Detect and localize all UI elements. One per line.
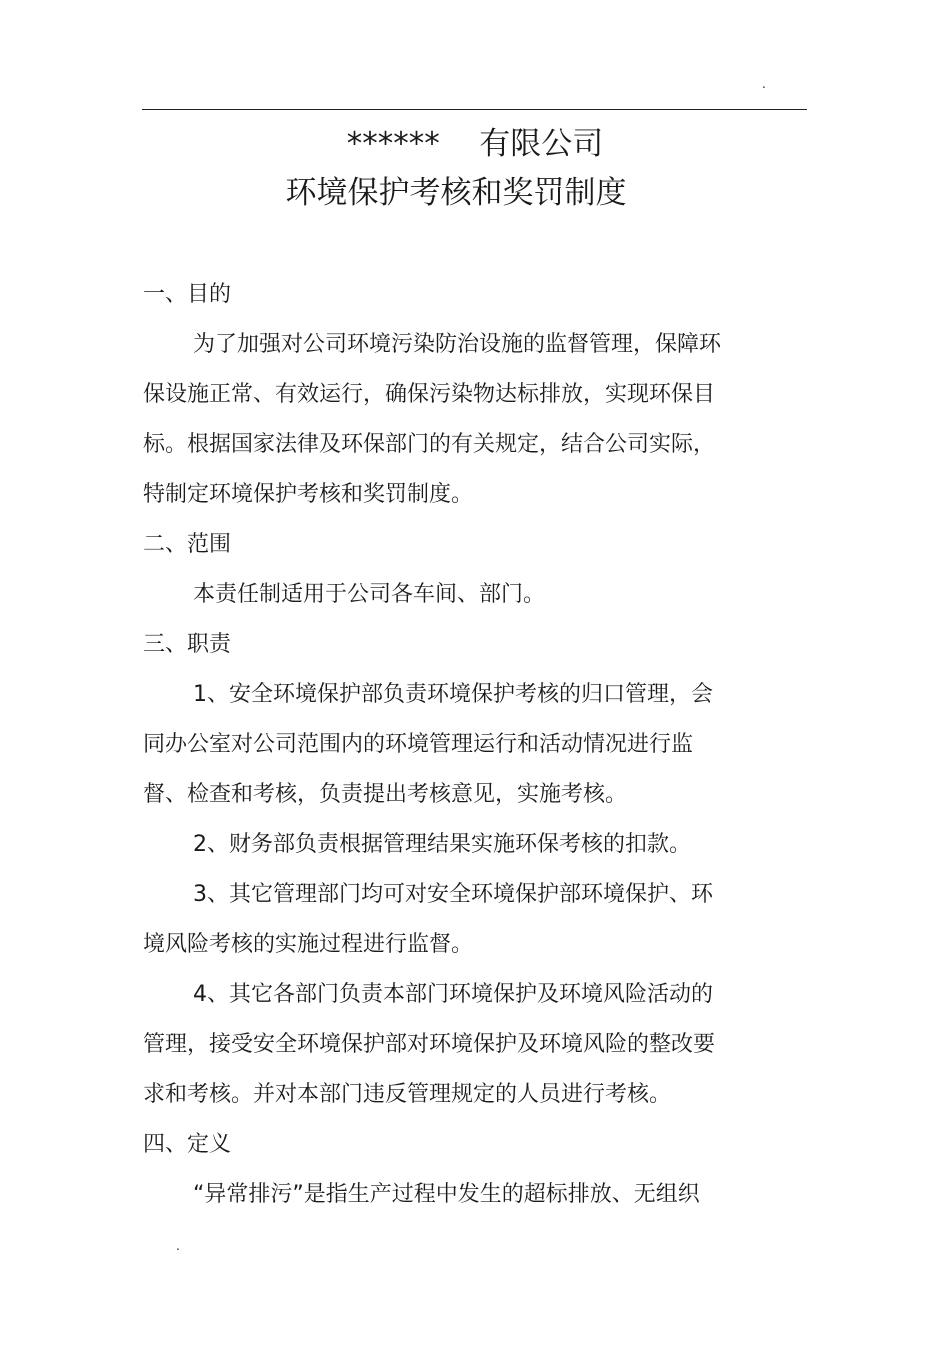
footer-corner-mark: .	[176, 1239, 180, 1253]
paragraph-line: 2、财务部负责根据管理结果实施环保考核的扣款。	[193, 832, 691, 857]
document-body	[143, 270, 763, 1220]
paragraph-line: 为了加强对公司环境污染防治设施的监督管理，保障环	[193, 332, 722, 357]
section-heading-scope: 二、范围	[143, 532, 232, 557]
paragraph-line: 4、其它各部门负责本部门环境保护及环境风险活动的	[193, 982, 713, 1007]
paragraph-line: 保设施正常、有效运行，确保污染物达标排放，实现环保目	[143, 382, 716, 407]
company-name-title: ****** 有限公司	[346, 126, 604, 162]
paragraph-line: 境风险考核的实施过程进行监督。	[143, 932, 474, 957]
section-heading-purpose: 一、目的	[143, 282, 232, 307]
section-heading-duties: 三、职责	[143, 632, 232, 657]
paragraph-line: 本责任制适用于公司各车间、部门。	[193, 582, 546, 607]
paragraph-line: 同办公室对公司范围内的环境管理运行和活动情况进行监	[143, 732, 694, 757]
paragraph-line: 标。根据国家法律及环保部门的有关规定，结合公司实际，	[143, 432, 716, 457]
section-heading-definitions: 四、定义	[143, 1132, 232, 1157]
paragraph-line: 3、其它管理部门均可对安全环境保护部环境保护、环	[193, 882, 713, 907]
paragraph-line: 特制定环境保护考核和奖罚制度。	[143, 482, 474, 507]
paragraph-line: 1、安全环境保护部负责环境保护考核的归口管理，会	[193, 682, 713, 707]
document-title: 环境保护考核和奖罚制度	[285, 175, 627, 211]
paragraph-line: “异常排污”是指生产过程中发生的超标排放、无组织	[193, 1182, 700, 1207]
header-corner-mark: .	[762, 77, 766, 91]
paragraph-line: 求和考核。并对本部门违反管理规定的人员进行考核。	[143, 1082, 672, 1107]
paragraph-line: 督、检查和考核，负责提出考核意见，实施考核。	[143, 782, 628, 807]
header-rule	[142, 109, 807, 110]
paragraph-line: 管理，接受安全环境保护部对环境保护及环境风险的整改要	[143, 1032, 716, 1057]
